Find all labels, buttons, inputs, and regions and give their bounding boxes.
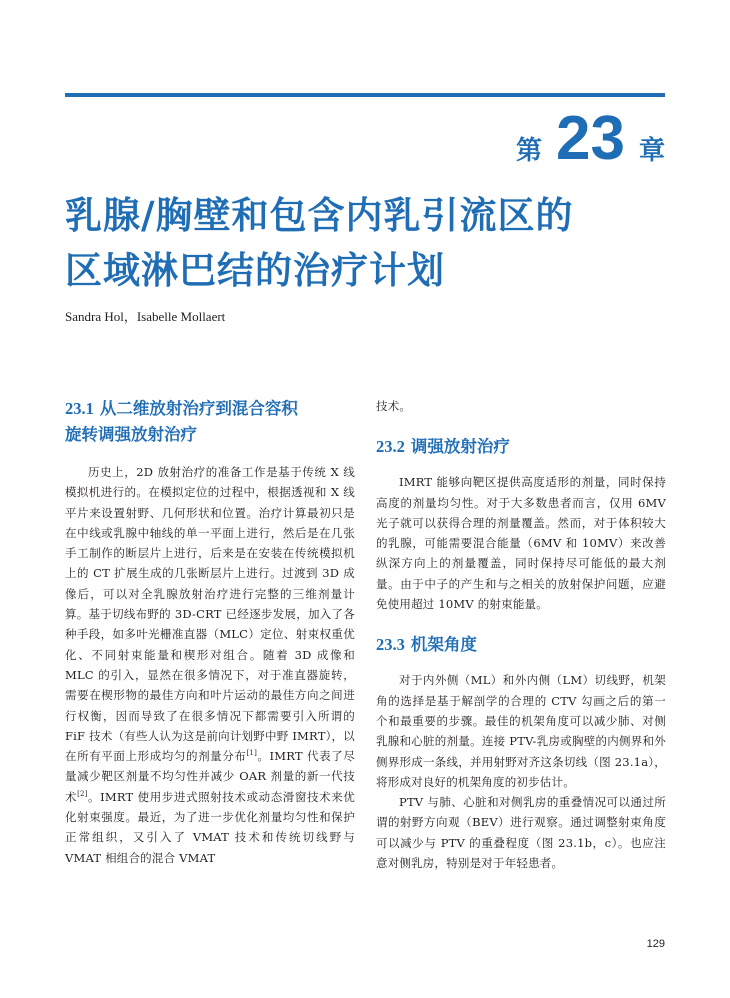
chapter-number: 23 bbox=[556, 104, 625, 173]
section-title-line-2: 旋转调强放射治疗 bbox=[65, 425, 197, 444]
section-heading-23-1 bbox=[65, 396, 355, 448]
paragraph-text: 。IMRT 使用步进式照射技术或动态滑窗技术来优化射束强度。最近，为了进一步优化剂量均匀性和保护正常组织，又引入了 VMAT 技术和传统切线野与 VMAT 相组合的混合 VMAT bbox=[65, 789, 355, 865]
paragraph bbox=[65, 462, 355, 868]
chapter-heading bbox=[516, 104, 665, 173]
chapter-title-line-1: 乳腺/胸壁和包含内乳引流区的 bbox=[65, 194, 574, 237]
paragraph: 对于内外侧（ML）和外内侧（LM）切线野，机架角的选择是基于解剖学的合理的 CTV 勾画之后的第一个和最重要的步骤。最佳的机架角度可以减少肺、对侧乳腺和心脏的剂量。连接 PTV-乳房或胸壁的内侧界和外侧界形成一条线，并用射野对齐这条切线（图 23.1a），将形成对良好的机架角度的初步估计。 bbox=[376, 673, 666, 789]
section-number: 23.1 bbox=[65, 399, 94, 418]
section-number: 23.3 bbox=[376, 635, 405, 655]
chapter-prefix: 第 bbox=[516, 136, 543, 166]
right-column bbox=[376, 396, 666, 873]
authors: Sandra Hol，Isabelle Mollaert bbox=[65, 309, 226, 324]
section-heading-23-2 bbox=[376, 434, 666, 460]
section-heading-23-3 bbox=[376, 632, 666, 658]
section-title: 机架角度 bbox=[410, 635, 477, 655]
left-column bbox=[65, 396, 355, 868]
section-title: 调强放射治疗 bbox=[410, 437, 510, 457]
citation-ref: [2] bbox=[77, 789, 88, 798]
paragraph-text: 。IMRT 代表了尽量减少靶区剂量不均匀性并减少 OAR 剂量的新一代技术 bbox=[65, 749, 355, 804]
paragraph-text: 历史上，2D 放射治疗的准备工作是基于传统 X 线模拟机进行的。在模拟定位的过程中，根据透视和 X 线平片来设置射野、几何形状和位置。治疗计算最初只是在中线或乳腺中轴线的单一平面上进行，然后是在几张手工制作的断层片上进行，后来是在安装在传统模拟机上的 CT 扩展生成的几张断层片上进行。过渡到 3D 成像后，可以对全乳腺放射治疗进行完整的三维剂量计算。基于切线布野的 3D-CRT 已经逐步发展，加入了各种手段，如多叶光栅准直器（MLC）定位、射束权重优化、不同射束能量和楔形对组合。随着 3D 成像和 MLC 的引入，显然在很多情况下，对于准直器旋转，需要在楔形物的最佳方向和叶片运动的最佳方向之间进行权衡，因而导致了在很多情况下都需要引入所谓的 FiF 技术（有些人认为这是前向计划野中野 IMRT），以在所有平面上形成均匀的剂量分布 bbox=[65, 465, 355, 764]
chapter-suffix: 章 bbox=[638, 136, 665, 166]
section-number: 23.2 bbox=[376, 437, 405, 457]
citation-ref: [1] bbox=[246, 749, 257, 758]
page-number: 129 bbox=[646, 938, 665, 950]
chapter-title bbox=[65, 188, 685, 298]
header-rule bbox=[65, 93, 665, 97]
section-title-line-1: 从二维放射治疗到混合容积 bbox=[99, 399, 298, 418]
paragraph: IMRT 能够向靶区提供高度适形的剂量，同时保持高度的剂量均匀性。对于大多数患者而言，仅用 6MV 光子就可以获得合理的剂量覆盖。然而，对于体积较大的乳腺，可能需要混合能量（6MV 和 10MV）来改善纵深方向上的剂量覆盖，同时保持尽可能低的最大剂量。由于中子的产生和与之相关的放射保护问题，应避免使用超过 10MV 的射束能量。 bbox=[376, 475, 666, 612]
chapter-title-line-2: 区域淋巴结的治疗计划 bbox=[65, 249, 445, 292]
paragraph-continued: 技术。 bbox=[376, 399, 412, 413]
paragraph: PTV 与肺、心脏和对侧乳房的重叠情况可以通过所谓的射野方向观（BEV）进行观察。通过调整射束角度可以减少与 PTV 的重叠程度（图 23.1b，c）。也应注意对侧乳房，特别是对于年轻患者。 bbox=[376, 795, 666, 871]
